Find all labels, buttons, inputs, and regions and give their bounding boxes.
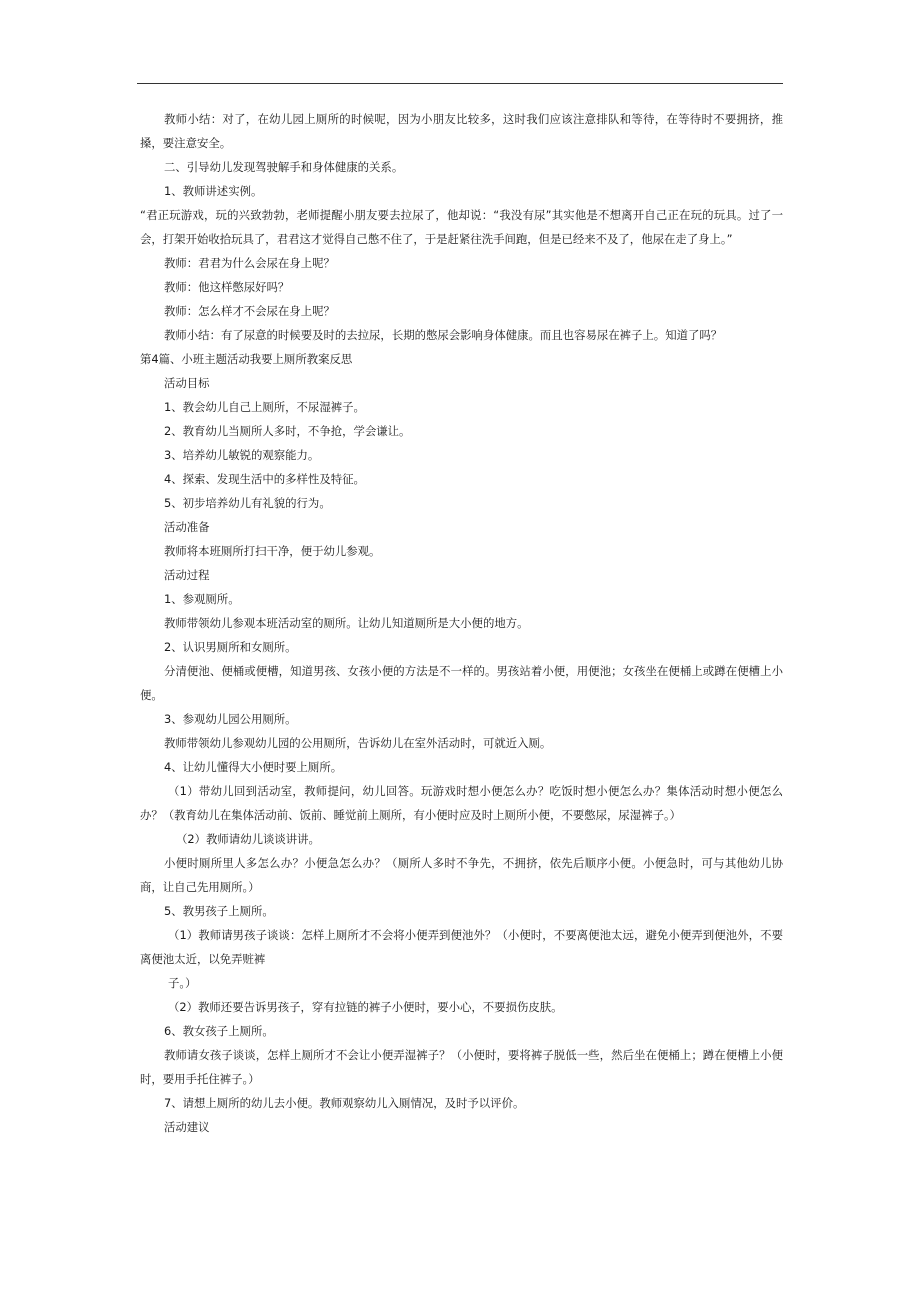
paragraph: 教师：君君为什么会尿在身上呢？ (164, 256, 335, 270)
paragraph: “君正玩游戏，玩的兴致勃勃，老师提醒小朋友要去拉尿了，他却说：“我没有尿”其实他是不想离开自己正在玩的玩具。过了一会，打架开始收拾玩具了，君君这才觉得自己憋不住了，于是赶紧往洗手间跑，但是已经来不及了，他尿在走了身上。” (140, 208, 783, 246)
paragraph: 分清便池、便桶或便槽，知道男孩、女孩小便的方法是不一样的。男孩站着小便，用便池；女孩坐在便桶上或蹲在便槽上小便。 (140, 664, 783, 702)
paragraph: 教师带领幼儿参观本班活动室的厕所。让幼儿知道厕所是大小便的地方。 (164, 616, 529, 630)
article-title: 第4篇、小班主题活动我要上厕所教案反思 (140, 352, 353, 366)
header-rule (137, 83, 783, 84)
paragraph: （2）教师请幼儿谈谈讲讲。 (176, 832, 320, 846)
section-heading: 活动目标 (164, 376, 210, 390)
list-item: 4、让幼儿懂得大小便时要上厕所。 (164, 760, 343, 774)
paragraph: 教师将本班厕所打扫干净，便于幼儿参观。 (164, 544, 381, 558)
paragraph: 教师带领幼儿参观幼儿园的公用厕所，告诉幼儿在室外活动时，可就近入厕。 (164, 736, 552, 750)
list-item: 5、初步培养幼儿有礼貌的行为。 (164, 496, 331, 510)
section-heading: 活动过程 (164, 568, 210, 582)
list-item: 7、请想上厕所的幼儿去小便。教师观察幼儿入厕情况，及时予以评价。 (164, 1096, 525, 1110)
section-heading: 活动建议 (164, 1120, 210, 1134)
section-heading: 二、引导幼儿发现驾驶解手和身体健康的关系。 (164, 160, 404, 174)
paragraph: 教师请女孩子谈谈，怎样上厕所才不会让小便弄湿裤子？（小便时，要将裤子脱低一些，然后坐在便桶上；蹲在便槽上小便时，要用手托住裤子。） (140, 1048, 783, 1086)
paragraph: 小便时厕所里人多怎么办？小便急怎么办？（厕所人多时不争先，不拥挤，依先后顺序小便。小便急时，可与其他幼儿协商，让自己先用厕所。） (140, 856, 783, 894)
paragraph: （2）教师还要告诉男孩子，穿有拉链的裤子小便时，要小心，不要损伤皮肤。 (168, 1000, 563, 1014)
list-item: 1、教会幼儿自己上厕所，不尿湿裤子。 (164, 400, 365, 414)
paragraph: 教师：他这样憋尿好吗？ (164, 280, 290, 294)
paragraph: 1、教师讲述实例。 (164, 184, 263, 198)
list-item: 5、教男孩子上厕所。 (164, 904, 274, 918)
list-item: 4、探索、发现生活中的多样性及特征。 (164, 472, 365, 486)
list-item: 2、教育幼儿当厕所人多时，不争抢，学会谦让。 (164, 424, 411, 438)
list-item: 2、认识男厕所和女厕所。 (164, 640, 297, 654)
list-item: 3、培养幼儿敏锐的观察能力。 (164, 448, 320, 462)
paragraph: 子。） (168, 976, 197, 990)
paragraph: （1）教师请男孩子谈谈：怎样上厕所才不会将小便弄到便池外？（小便时，不要离便池太远，避免小便弄到便池外，不要离便池太近，以免弄赃裤 (140, 928, 783, 966)
list-item: 6、教女孩子上厕所。 (164, 1024, 274, 1038)
paragraph: 教师小结：对了，在幼儿园上厕所的时候呢，因为小朋友比较多，这时我们应该注意排队和等待，在等待时不要拥挤，推搡，要注意安全。 (140, 112, 783, 150)
document-body (140, 107, 783, 1139)
list-item: 3、参观幼儿园公用厕所。 (164, 712, 297, 726)
paragraph: （1）带幼儿回到活动室，教师提问，幼儿回答。玩游戏时想小便怎么办？吃饭时想小便怎么办？集体活动时想小便怎么办？（教育幼儿在集体活动前、饭前、睡觉前上厕所，有小便时应及时上厕所小便，不要憋尿，尿湿裤子。） (140, 784, 783, 822)
list-item: 1、参观厕所。 (164, 592, 240, 606)
paragraph: 教师：怎么样才不会尿在身上呢？ (164, 304, 335, 318)
section-heading: 活动准备 (164, 520, 210, 534)
paragraph: 教师小结：有了尿意的时候要及时的去拉尿，长期的憋尿会影响身体健康。而且也容易尿在裤子上。知道了吗？ (164, 328, 723, 342)
